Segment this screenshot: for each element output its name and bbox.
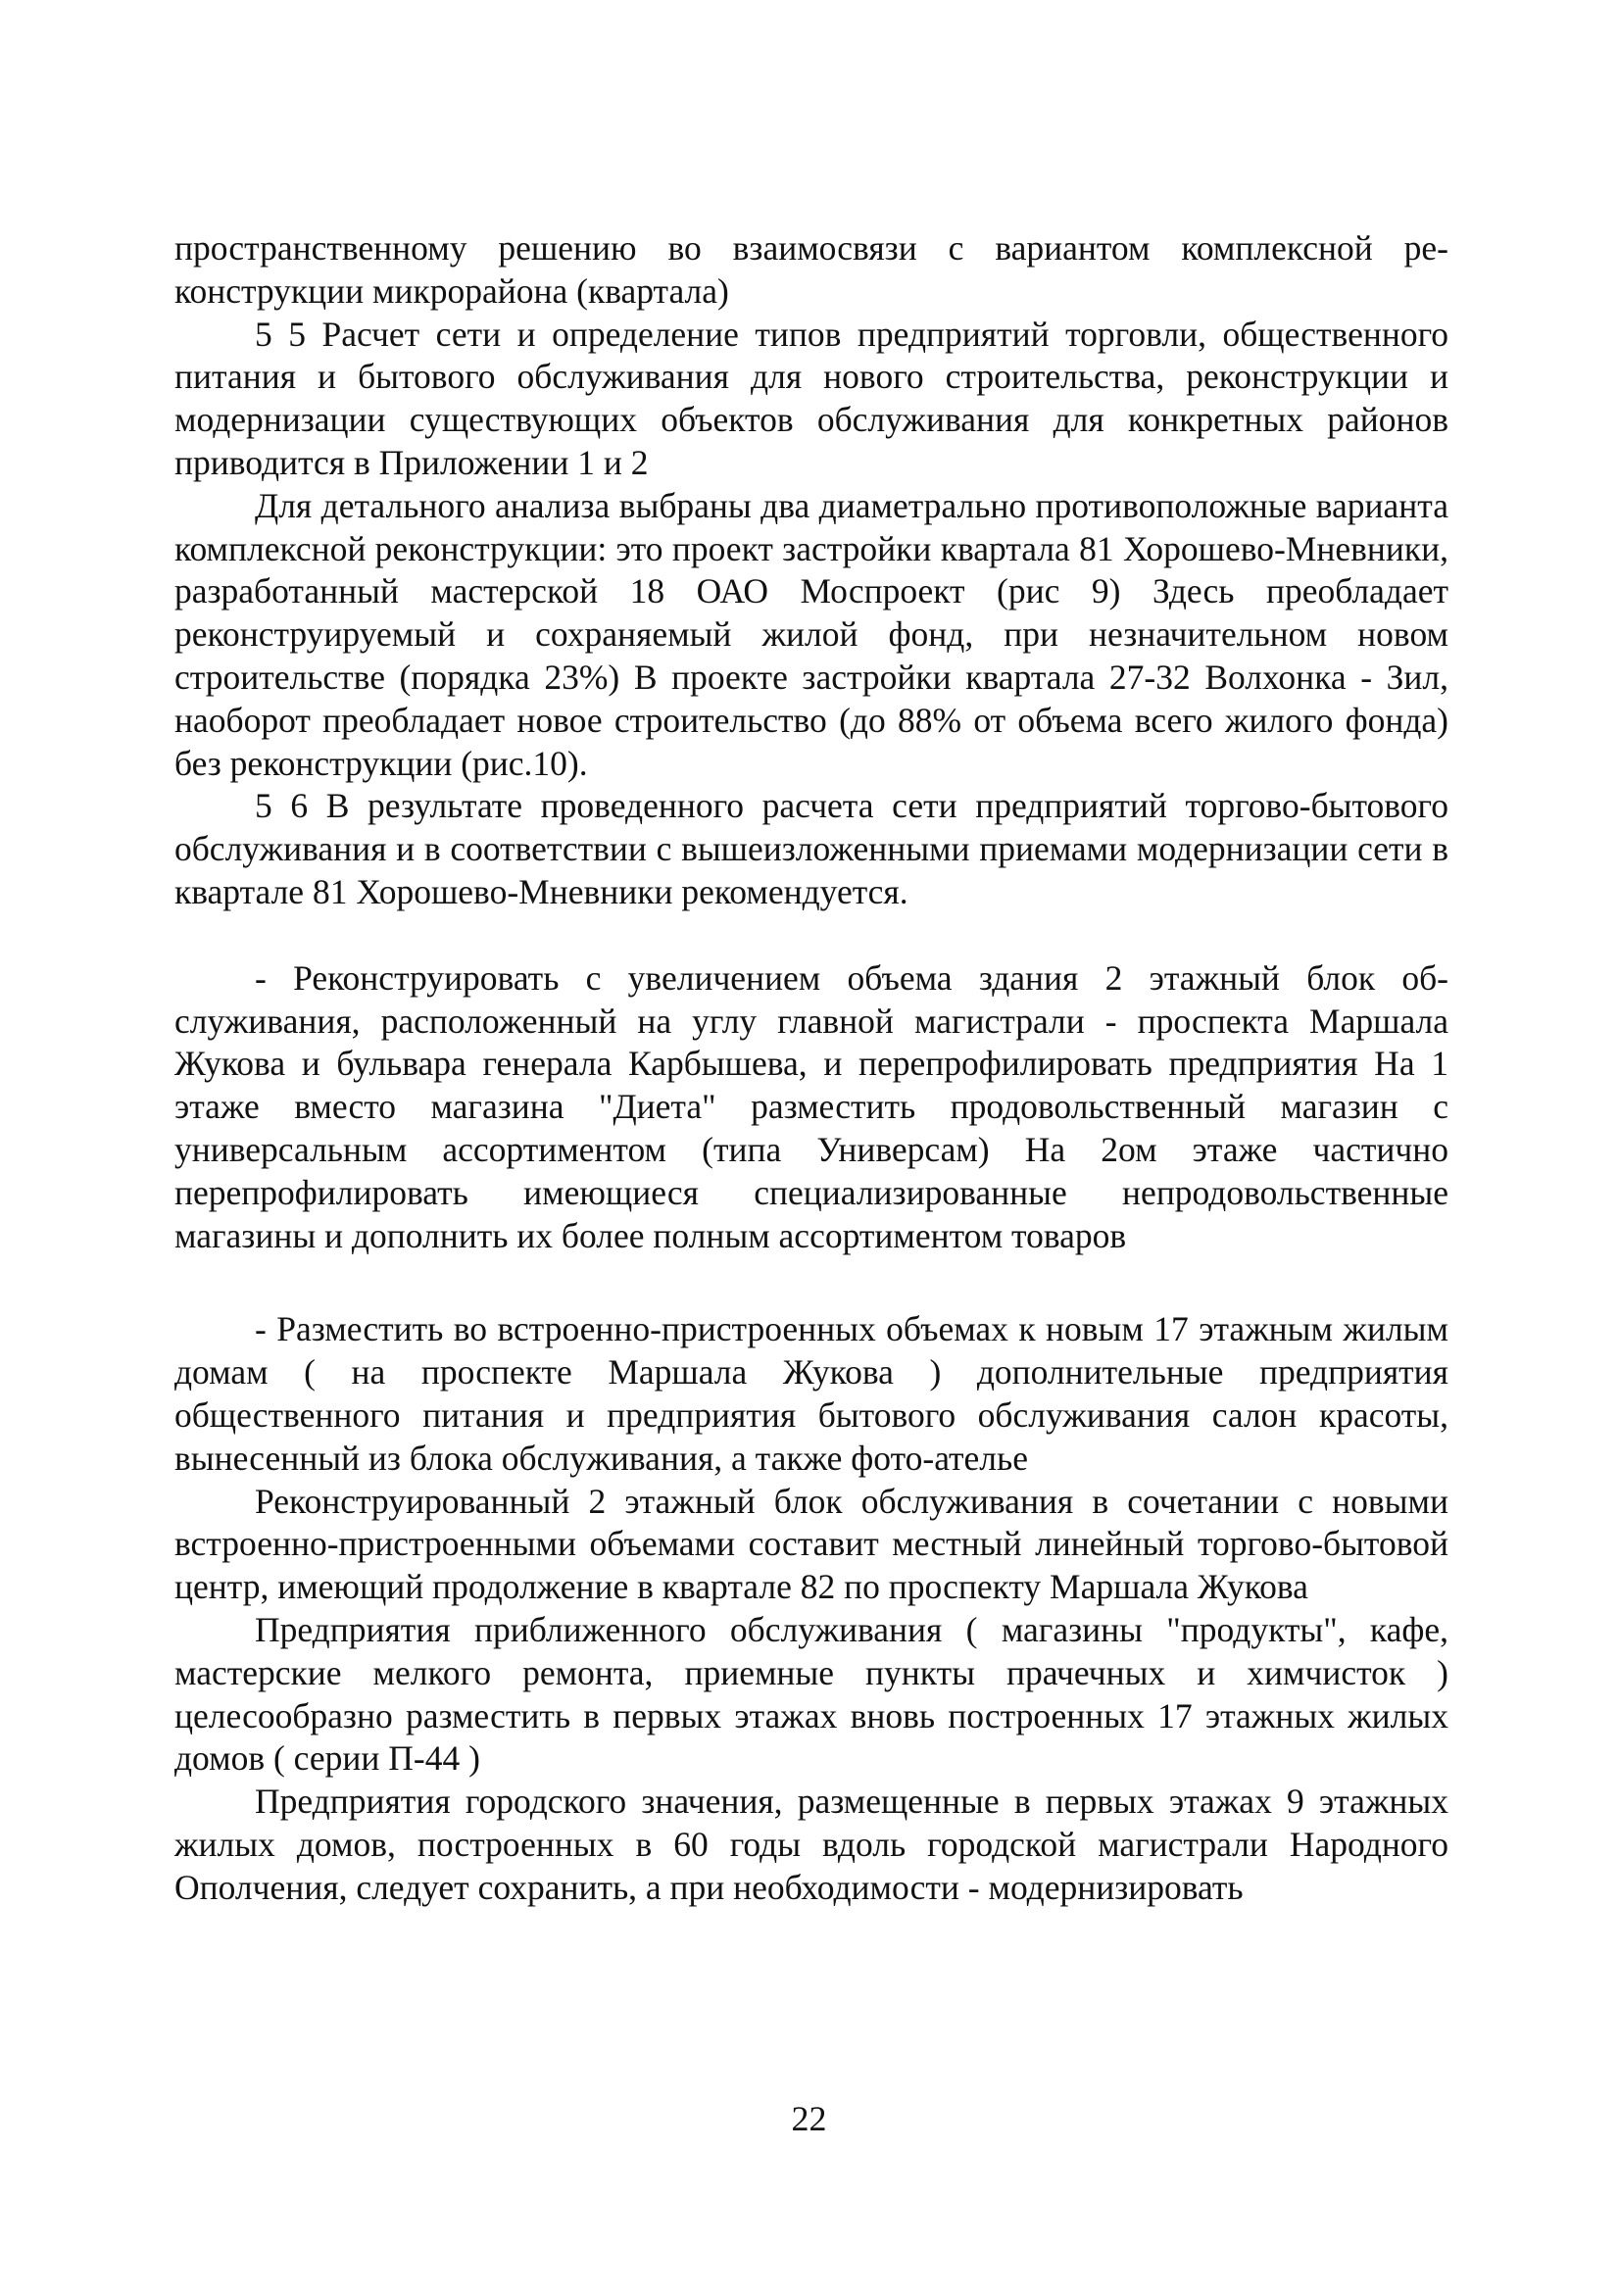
document-body bbox=[174, 227, 1448, 1909]
paragraph-place-enterprises: - Разместить во встроенно-пристроенных объемах к новым 17 этажным жилым домам ( на проспекте Маршала Жукова ) дополнительные предприятия общественного питания и предприятия бытового обслуживания салон красоты, вынесенный из блока обслуживания, а также фото-ателье bbox=[174, 1309, 1448, 1478]
paragraph-reconstruct-block: - Реконструировать с увеличением объема здания 2 этажный блок обслуживания, расположенный на углу главной магистрали - проспекта Маршала Жукова и бульвара генерала Карбышева, и перепрофилировать предприятия На 1 этаже вместо магазина "Диета" разместить продовольственный магазин с универсальным ассортиментом (типа Универсам) На 2ом этаже частично перепрофилировать имеющиеся специализированные непродовольственные магазины и дополнить их более полным ассортиментом товаров bbox=[174, 957, 1448, 1255]
paragraph-nearby-services: Предприятия приближенного обслуживания ( магазины "продукты", кафе, мастерские мелкого ремонта, приемные пункты прачечных и химчисток ) целесообразно разместить в первых этажах вновь построенных 17 этажных жилых домов ( серии П-44 ) bbox=[174, 1609, 1448, 1779]
paragraph-5-5: 5 5 Расчет сети и определение типов предприятий торговли, общественного питания и бытового обслуживания для нового строительства, реконструкции и модернизации существующих объектов обслуживания для конкретных районов приводится в Приложении 1 и 2 bbox=[174, 314, 1448, 482]
paragraph-continuation: пространственному решению во взаимосвязи с вариантом комплексной реконструкции микрорайона (квартала) bbox=[174, 228, 1448, 311]
paragraph-detailed-analysis: Для детального анализа выбраны два диаметрально противоположные варианта комплексной реконструкции: это проект застройки квартала 81 Хорошево-Мневники, разработанный мастерской 18 ОАО Моспроект (рис 9) Здесь преобладает реконструируемый и сохраняемый жилой фонд, при незначительном новом строительстве (порядка 23%) В проекте застройки квартала 27-32 Волхонка - Зил, наоборот преобладает новое строительство (до 88% от объема всего жилого фонда) без реконструкции (рис.10). bbox=[174, 485, 1448, 783]
page-number: 22 bbox=[791, 2099, 827, 2138]
paragraph-5-6: 5 6 В результате проведенного расчета сети предприятий торгово-бытового обслуживания и в соответствии с вышеизложенными приемами модернизации сети в квартале 81 Хорошево-Мневники рекомендуется. bbox=[174, 786, 1448, 911]
paragraph-reconstructed-centre: Реконструированный 2 этажный блок обслуживания в сочетании с новыми встроенно-пристроенными объемами составит местный линейный торгово-бытовой центр, имеющий продолжение в квартале 82 по проспекту Маршала Жукова bbox=[174, 1481, 1448, 1607]
paragraph-city-enterprises: Предприятия городского значения, размещенные в первых этажах 9 этажных жилых домов, построенных в 60 годы вдоль городской магистрали Народного Ополчения, следует сохранить, а при необходимости - модернизировать bbox=[174, 1782, 1448, 1907]
